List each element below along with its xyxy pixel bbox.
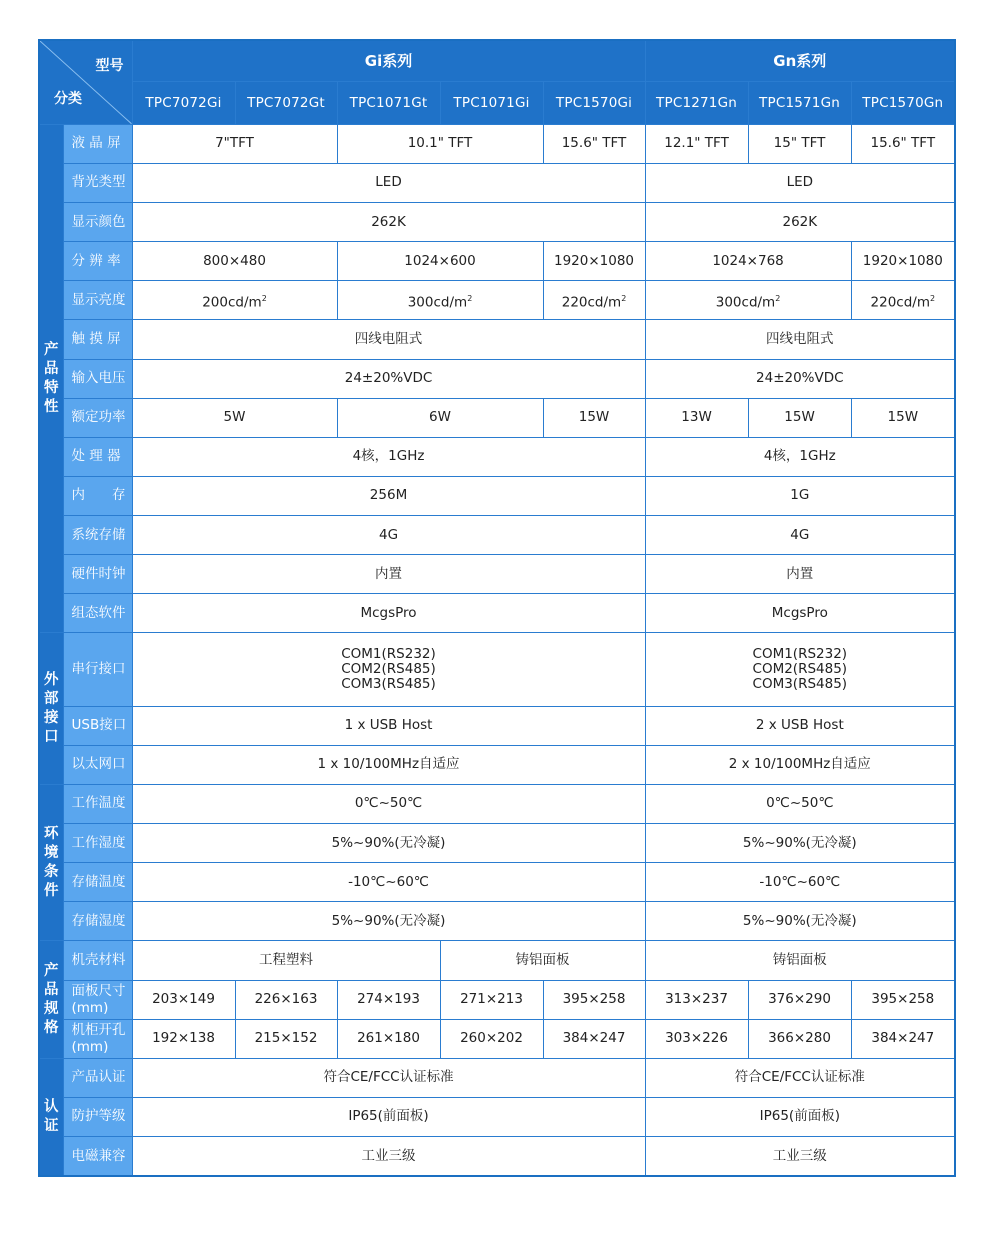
row-label-cutout: 机柜开孔 (mm) (63, 1019, 132, 1058)
cell-value: 800×480 (132, 242, 337, 281)
row-label-housing: 机壳材料 (63, 941, 132, 980)
cell-value: 5%~90%(无冷凝) (132, 902, 645, 941)
row-label-touch: 触 摸 屏 (63, 320, 132, 359)
spec-table (38, 39, 956, 1177)
row-label-op-humidity: 工作湿度 (63, 824, 132, 863)
cell-value: 0℃~50℃ (132, 784, 645, 823)
cell-value: 271×213 (440, 980, 543, 1019)
cell-value: 0℃~50℃ (645, 784, 955, 823)
row-label-ip: 防护等级 (63, 1097, 132, 1136)
cell-value: 铸铝面板 (645, 941, 955, 980)
cell-value: 303×226 (645, 1019, 748, 1058)
cell-value: 6W (337, 398, 543, 437)
cell-value: 符合CE/FCC认证标准 (132, 1058, 645, 1097)
cell-value: $300cd/m^2$ (645, 281, 851, 320)
diagonal-divider (40, 41, 132, 124)
cell-value: $200cd/m^2$ (132, 281, 337, 320)
cell-value: 1G (645, 476, 955, 515)
row-label-cert: 产品认证 (63, 1058, 132, 1097)
cell-value: 4G (132, 516, 645, 555)
cell-value: COM1(RS232) COM2(RS485) COM3(RS485) (132, 633, 645, 706)
cell-value: 工业三级 (132, 1137, 645, 1176)
row-label-brightness: 显示亮度 (63, 281, 132, 320)
cell-value: IP65(前面板) (645, 1097, 955, 1136)
cell-value: McgsPro (645, 594, 955, 633)
cell-value: 5%~90%(无冷凝) (132, 824, 645, 863)
model-header: TPC1071Gt (337, 81, 440, 124)
row-label-voltage: 输入电压 (63, 359, 132, 398)
category-product-features: 产品特性 (39, 124, 63, 633)
cell-value: $220cd/m^2$ (851, 281, 955, 320)
cell-value: -10℃~60℃ (132, 863, 645, 902)
cell-value: 262K (645, 203, 955, 242)
cell-value: 215×152 (235, 1019, 337, 1058)
model-header: TPC7072Gi (132, 81, 235, 124)
row-label-lcd: 液 晶 屏 (63, 124, 132, 163)
cell-value: $300cd/m^2$ (337, 281, 543, 320)
cell-value: IP65(前面板) (132, 1097, 645, 1136)
cell-value: 261×180 (337, 1019, 440, 1058)
row-label-storage: 系统存储 (63, 516, 132, 555)
cell-value: 15W (851, 398, 955, 437)
cell-value: 1920×1080 (543, 242, 645, 281)
cell-value: 4G (645, 516, 955, 555)
model-label: 型号 (95, 58, 124, 74)
cell-value: 四线电阻式 (645, 320, 955, 359)
cell-value: COM1(RS232) COM2(RS485) COM3(RS485) (645, 633, 955, 706)
cell-value: 366×280 (748, 1019, 851, 1058)
cell-value: 1 x 10/100MHz自适应 (132, 745, 645, 784)
cell-value: 313×237 (645, 980, 748, 1019)
row-label-software: 组态软件 (63, 594, 132, 633)
cell-value: 260×202 (440, 1019, 543, 1058)
row-label-memory: 内 存 (63, 476, 132, 515)
model-header: TPC1570Gi (543, 81, 645, 124)
cell-value: 274×193 (337, 980, 440, 1019)
cell-value: 1024×768 (645, 242, 851, 281)
model-header: TPC1071Gi (440, 81, 543, 124)
cell-value: 192×138 (132, 1019, 235, 1058)
cell-value: 四线电阻式 (132, 320, 645, 359)
series-gn-header: Gn系列 (645, 40, 955, 81)
row-label-panel-size: 面板尺寸 (mm) (63, 980, 132, 1019)
category-environment: 环境条件 (39, 784, 63, 941)
cell-value: 1 x USB Host (132, 706, 645, 745)
cell-value: -10℃~60℃ (645, 863, 955, 902)
cell-value: 24±20%VDC (645, 359, 955, 398)
cell-value: 256M (132, 476, 645, 515)
model-header: TPC1570Gn (851, 81, 955, 124)
model-header: TPC7072Gt (235, 81, 337, 124)
category-product-specs: 产品规格 (39, 941, 63, 1058)
cell-value: 10.1" TFT (337, 124, 543, 163)
cell-value: LED (645, 163, 955, 202)
cell-value: 2 x 10/100MHz自适应 (645, 745, 955, 784)
cell-value: 5%~90%(无冷凝) (645, 902, 955, 941)
cell-value: 15W (543, 398, 645, 437)
row-label-color: 显示颜色 (63, 203, 132, 242)
cell-value: 13W (645, 398, 748, 437)
row-label-emc: 电磁兼容 (63, 1137, 132, 1176)
cell-value: 4核，1GHz (132, 437, 645, 476)
cell-value: McgsPro (132, 594, 645, 633)
header-corner (39, 40, 132, 124)
cell-value: 15.6" TFT (543, 124, 645, 163)
cell-value: LED (132, 163, 645, 202)
row-label-resolution: 分 辨 率 (63, 242, 132, 281)
category-certification: 认证 (39, 1058, 63, 1176)
cell-value: 24±20%VDC (132, 359, 645, 398)
series-gi-header: Gi系列 (132, 40, 645, 81)
category-label: 分类 (54, 90, 82, 107)
row-label-serial: 串行接口 (63, 633, 132, 706)
row-label-st-temp: 存储温度 (63, 863, 132, 902)
cell-value: 工业三级 (645, 1137, 955, 1176)
cell-value: 铸铝面板 (440, 941, 645, 980)
cell-value: 395×258 (851, 980, 955, 1019)
cell-value: 12.1" TFT (645, 124, 748, 163)
cell-value: 395×258 (543, 980, 645, 1019)
cell-value: 内置 (132, 555, 645, 594)
cell-value: 384×247 (543, 1019, 645, 1058)
cell-value: 7"TFT (132, 124, 337, 163)
row-label-power: 额定功率 (63, 398, 132, 437)
row-label-cpu: 处 理 器 (63, 437, 132, 476)
cell-value: $220cd/m^2$ (543, 281, 645, 320)
cell-value: 5W (132, 398, 337, 437)
cell-value: 5%~90%(无冷凝) (645, 824, 955, 863)
row-label-usb: USB接口 (63, 706, 132, 745)
row-label-backlight: 背光类型 (63, 163, 132, 202)
model-header: TPC1271Gn (645, 81, 748, 124)
cell-value: 15.6" TFT (851, 124, 955, 163)
cell-value: 376×290 (748, 980, 851, 1019)
cell-value: 226×163 (235, 980, 337, 1019)
cell-value: 符合CE/FCC认证标准 (645, 1058, 955, 1097)
row-label-rtc: 硬件时钟 (63, 555, 132, 594)
cell-value: 15" TFT (748, 124, 851, 163)
category-external-interfaces: 外部接口 (39, 633, 63, 785)
row-label-ethernet: 以太网口 (63, 745, 132, 784)
row-label-op-temp: 工作温度 (63, 784, 132, 823)
cell-value: 2 x USB Host (645, 706, 955, 745)
cell-value: 内置 (645, 555, 955, 594)
cell-value: 1920×1080 (851, 242, 955, 281)
cell-value: 1024×600 (337, 242, 543, 281)
cell-value: 384×247 (851, 1019, 955, 1058)
cell-value: 15W (748, 398, 851, 437)
model-header: TPC1571Gn (748, 81, 851, 124)
cell-value: 4核，1GHz (645, 437, 955, 476)
cell-value: 203×149 (132, 980, 235, 1019)
row-label-st-humidity: 存储湿度 (63, 902, 132, 941)
cell-value: 工程塑料 (132, 941, 440, 980)
cell-value: 262K (132, 203, 645, 242)
